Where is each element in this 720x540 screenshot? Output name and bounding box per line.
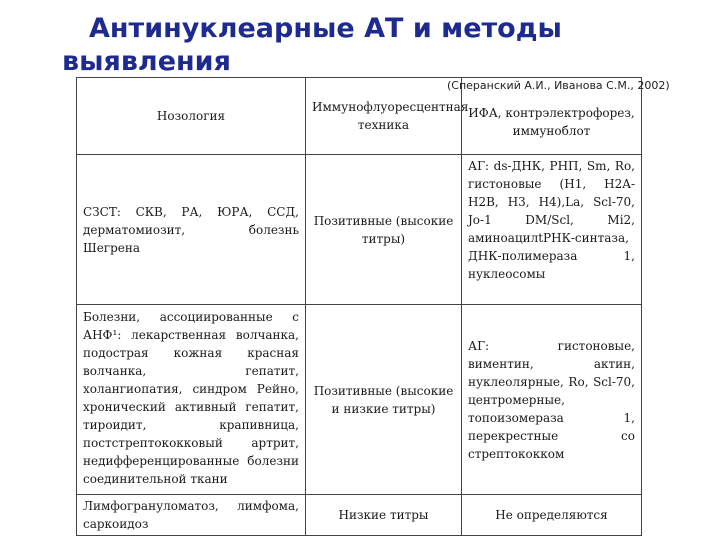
antinuclear-antibodies-table [76, 77, 642, 536]
header-if-technique: Иммунофлуоресцентная техника [306, 78, 462, 155]
cell-nosology: СЗСТ: СКВ, РА, ЮРА, ССД, дерматомиозит, болезнь Шегрена [77, 155, 306, 305]
cell-ifa: АГ: гистоновые, виментин, актин, нуклеолярные, Ro, Scl-70, центромерные, топоизомераза 1, перекрестные со стрептококком [462, 305, 642, 495]
slide-title-line-2: выявления [62, 46, 231, 77]
cell-nosology: Лимфогрануломатоз, лимфома, саркоидоз [77, 495, 306, 536]
cell-if-technique: Позитивные (высокие титры) [306, 155, 462, 305]
citation-source: (Сперанский А.И., Иванова С.М., 2002) [447, 79, 670, 92]
table-row [77, 495, 642, 536]
header-nosology: Нозология [77, 78, 306, 155]
header-ifa: ИФА, контрэлектрофорез, иммуноблот [462, 78, 642, 155]
cell-if-technique: Позитивные (высокие и низкие титры) [306, 305, 462, 495]
table-row [77, 305, 642, 495]
cell-ifa: Не определяются [462, 495, 642, 536]
cell-ifa: АГ: ds-ДНК, РНП, Sm, Ro, гистоновые (H1, H2A-H2B, H3, H4),La, Scl-70, Jo-1 DM/Scl, Mi2, аминоацилtРНК-синтаза, ДНК-полимераза 1, нуклеосомы [462, 155, 642, 305]
slide-title [62, 12, 702, 78]
table-row [77, 155, 642, 305]
slide-title-line-1: Антинуклеарные АТ и методы [89, 13, 562, 44]
cell-if-technique: Низкие титры [306, 495, 462, 536]
cell-nosology: Болезни, ассоциированные с АНФ¹: лекарственная волчанка, подострая кожная красная волчанка, гепатит, холангиопатия, синдром Рейно, хронический активный гепатит, тироидит, крапивница, постстрептококковый артрит, недифференцированные болезни соединительной ткани [77, 305, 306, 495]
